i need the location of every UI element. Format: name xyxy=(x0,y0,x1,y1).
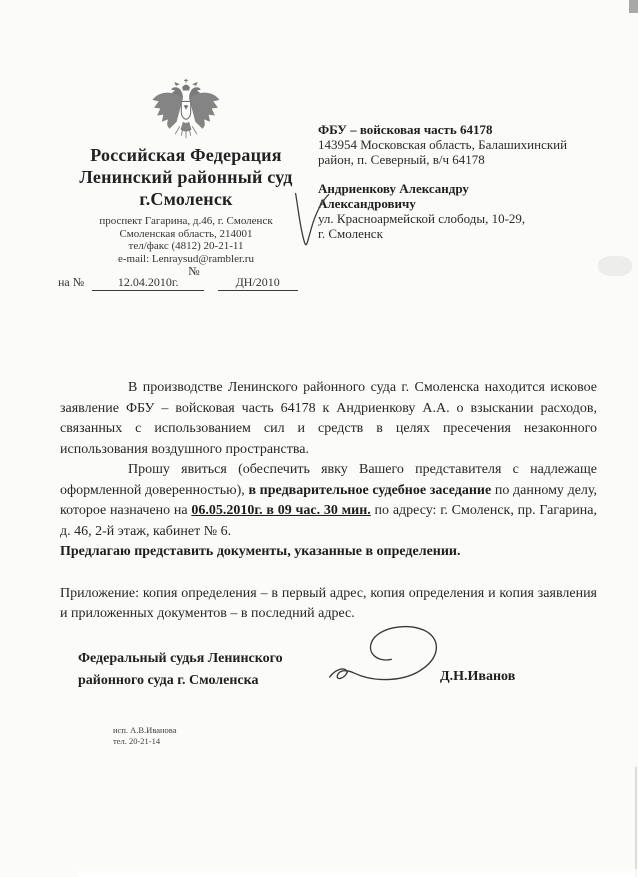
recipient-person-addr2: г. Смоленск xyxy=(318,226,383,241)
court-title-line3: г.Смоленск xyxy=(139,189,233,209)
court-title-line2: Ленинский районный суд xyxy=(79,167,293,187)
ref-number-field: ДН/2010 xyxy=(218,275,298,291)
p2-text2: по данному делу, которое назначено на xyxy=(60,482,597,518)
judge-name: Д.Н.Иванов xyxy=(440,669,516,684)
ref-date-field: 12.04.2010г. xyxy=(92,275,204,291)
court-address xyxy=(52,215,320,265)
ref-no-label: № xyxy=(188,264,200,278)
handwritten-checkmark-icon xyxy=(291,190,337,256)
recipient-org-addr1: 143954 Московская область, Балашихинский xyxy=(318,137,568,152)
judge-title-line2: районного суда г. Смоленска xyxy=(78,673,259,688)
recipient-org-addr2: район, п. Северный, в/ч 64178 xyxy=(318,152,485,167)
court-address-line2: Смоленская область, 214001 xyxy=(119,227,253,240)
ref-na-no-label: на № xyxy=(58,275,85,289)
court-email: e-mail: Lenraysud@rambler.ru xyxy=(118,252,254,265)
court-address-line1: проспект Гагарина, д.46, г. Смоленск xyxy=(99,215,273,227)
p2-hearing-type: в предварительное судебное заседание xyxy=(248,482,492,498)
executor-footer xyxy=(113,725,176,747)
recipient-block xyxy=(318,122,614,241)
reference-line xyxy=(52,264,320,291)
scan-artifact-bottom-strip xyxy=(78,869,638,877)
paragraph-1: В производстве Ленинского районного суда г. Смоленска находится исковое заявление ФБУ – войсковая часть 64178 к Андриенкову А.А. о взыскании расходов, связанных с использованием сил и средств в целях пресечения незаконного использования воздушного пространства. xyxy=(60,380,597,457)
paragraph-2 xyxy=(60,460,597,542)
recipient-person-name1: Андриенкову Александру xyxy=(318,181,469,196)
judge-title-line1: Федеральный судья Ленинского xyxy=(78,651,283,666)
recipient-person-name2: Александровичу xyxy=(318,196,416,211)
scan-artifact-edge-line xyxy=(635,767,637,877)
scan-artifact-corner xyxy=(629,0,638,13)
paragraph-3-request: Предлагаю представить документы, указанные в определении. xyxy=(60,544,461,559)
coat-of-arms-icon xyxy=(147,78,225,142)
executor-name: исп. А.В.Иванова xyxy=(113,725,177,735)
court-title-line1: Российская Федерация xyxy=(90,145,282,165)
executor-phone: тел. 20-21-14 xyxy=(113,736,161,746)
p2-text: Прошу явиться (обеспечить явку Вашего представителя с надлежаще оформленной доверенностью), xyxy=(60,462,597,498)
p2-hearing-datetime: 06.05.2010г. в 09 час. 30 мин. xyxy=(191,503,371,518)
handwritten-signature-icon xyxy=(316,610,448,698)
letter-body xyxy=(60,378,597,625)
court-address-line3: тел/факс (4812) 20-21-11 xyxy=(128,240,244,252)
recipient-person-addr1: ул. Красноармейской слободы, 10-29, xyxy=(318,211,526,226)
p2-text3: по адресу: г. Смоленск, пр. Гагарина, д. 46, 2-й этаж, кабинет № 6. xyxy=(60,503,597,539)
recipient-org-name: ФБУ – войсковая часть 64178 xyxy=(318,122,493,137)
judge-title xyxy=(78,648,283,692)
paragraph-4-attachments: Приложение: копия определения – в первый адрес, копия определения и копия заявления и приложенных документов – в последний адрес. xyxy=(60,585,597,621)
letterhead-left xyxy=(52,78,320,291)
scan-artifact-smudge xyxy=(598,256,632,276)
